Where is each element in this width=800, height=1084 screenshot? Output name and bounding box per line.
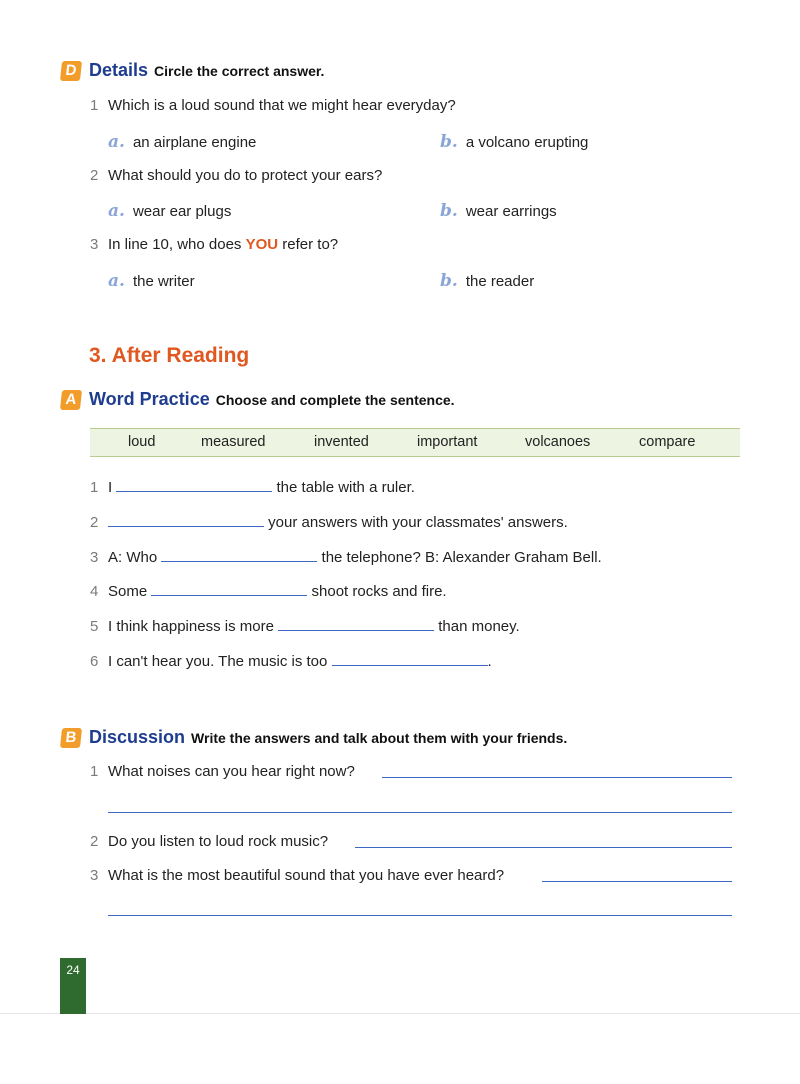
page-bottom-rule (0, 1013, 800, 1014)
details-question-3: 3 In line 10, who does YOU refer to? (90, 236, 339, 253)
word-bank-item: important (417, 434, 478, 450)
discussion-question-3: 3 What is the most beautiful sound that you have ever heard? (90, 867, 505, 884)
discussion-answer-line-1b[interactable] (108, 812, 732, 813)
word-practice-heading (89, 389, 455, 410)
details-q3-option-a[interactable]: a. the writer (108, 271, 195, 291)
word-practice-sentence-6: 6 I can't hear you. The music is too . (90, 653, 492, 670)
details-q2-option-a[interactable]: a. wear ear plugs (108, 201, 232, 221)
answer-blank[interactable] (161, 547, 317, 562)
details-question-1: 1 Which is a loud sound that we might hear everyday? (90, 97, 456, 114)
details-q2-option-b[interactable]: b. wear earrings (440, 201, 557, 221)
details-q1-option-b[interactable]: b. a volcano erupting (440, 132, 589, 152)
word-practice-sentence-5: 5 I think happiness is more than money. (90, 618, 520, 635)
word-practice-sentence-4: 4 Some shoot rocks and fire. (90, 583, 447, 600)
discussion-answer-line-3[interactable] (542, 881, 732, 882)
details-instruction: Circle the correct answer. (154, 63, 325, 79)
discussion-answer-line-3b[interactable] (108, 915, 732, 916)
word-bank-item: invented (314, 434, 369, 450)
details-q1-option-a[interactable]: a. an airplane engine (108, 132, 257, 152)
section-a-badge: A (60, 390, 82, 410)
discussion-title: Discussion (89, 727, 186, 747)
word-practice-sentence-2: 2 your answers with your classmates' answers. (90, 514, 568, 531)
discussion-heading (89, 727, 567, 748)
answer-blank[interactable] (116, 477, 272, 492)
after-reading-heading: 3. After Reading (89, 344, 250, 367)
word-bank-item: measured (201, 434, 266, 450)
word-bank-item: loud (128, 434, 156, 450)
word-bank (90, 428, 740, 457)
page-number-box (60, 958, 86, 1014)
word-practice-instruction: Choose and complete the sentence. (215, 392, 455, 408)
details-heading (89, 60, 324, 81)
discussion-question-1: 1 What noises can you hear right now? (90, 763, 355, 780)
answer-blank[interactable] (108, 512, 264, 527)
discussion-answer-line-1[interactable] (382, 777, 732, 778)
word-practice-title: Word Practice (89, 389, 210, 409)
discussion-answer-line-2[interactable] (355, 847, 732, 848)
word-practice-sentence-1: 1 I the table with a ruler. (90, 479, 415, 496)
details-title: Details (89, 60, 149, 80)
section-b-badge: B (60, 728, 82, 748)
word-bank-item: compare (639, 434, 696, 450)
details-question-2: 2 What should you do to protect your ears? (90, 167, 383, 184)
discussion-instruction: Write the answers and talk about them with your friends. (191, 730, 568, 746)
section-d-badge: D (60, 61, 82, 81)
discussion-question-2: 2 Do you listen to loud rock music? (90, 833, 329, 850)
word-bank-item: volcanoes (525, 434, 591, 450)
answer-blank[interactable] (332, 651, 488, 666)
answer-blank[interactable] (151, 581, 307, 596)
word-practice-sentence-3: 3 A: Who the telephone? B: Alexander Graham Bell. (90, 549, 602, 566)
details-q3-option-b[interactable]: b. the reader (440, 271, 535, 291)
answer-blank[interactable] (278, 616, 434, 631)
page-number: 24 (66, 963, 80, 977)
